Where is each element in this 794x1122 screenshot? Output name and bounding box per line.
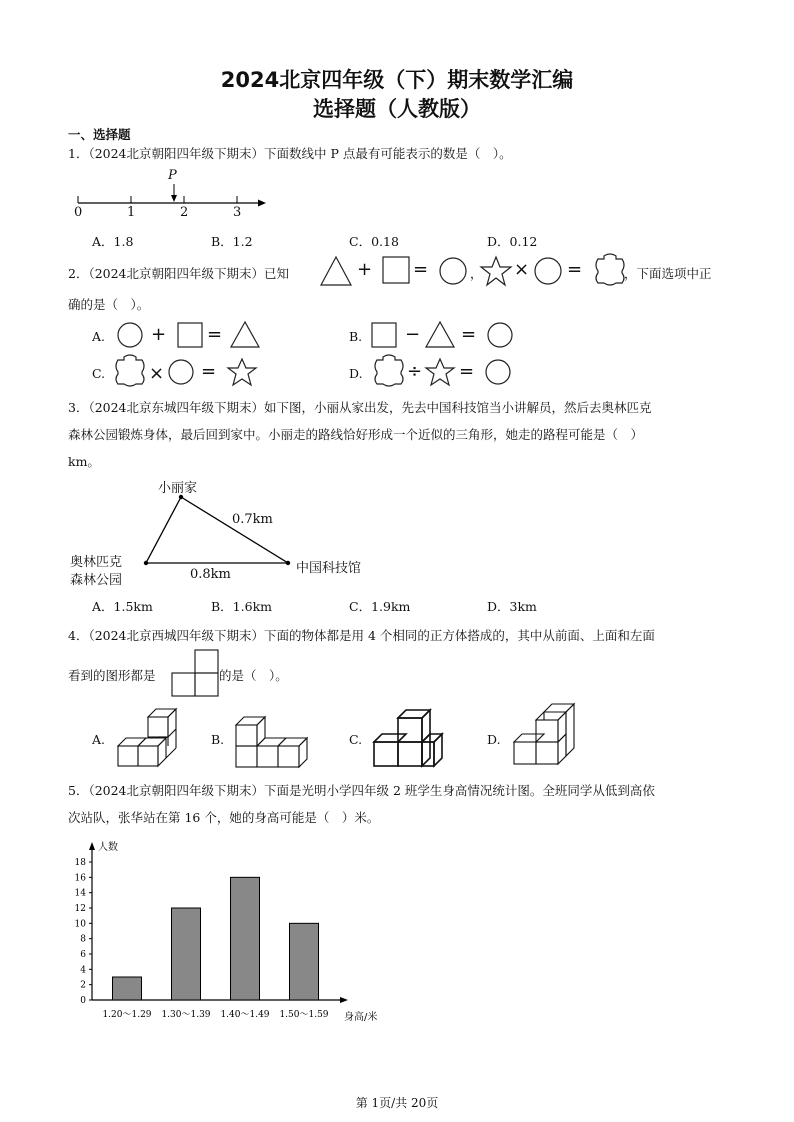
plus-sign: + [151,324,167,345]
tick-label-0: 0 [74,205,83,220]
question-3-line1: 3．（2024北京东城四年级下期末）如下图，小丽从家出发，先去中国科技馆当小讲解员，然后去奥林匹克 [68,400,652,415]
question-3-line3: km。 [68,454,100,469]
y-tick-label: 6 [80,950,86,960]
question-2-prefix: 2．（2024北京朝阳四年级下期末）已知 [68,266,290,281]
question-2-line2: 确的是（ ）。 [68,297,150,312]
equals-sign: = [461,324,477,345]
park-label-1: 奥林匹克 [70,555,123,570]
question-4-line2b: 的是（ ）。 [219,668,288,683]
q2-option-c[interactable]: C. [92,366,106,381]
plus-sign: + [357,259,373,280]
museum-label: 中国科技馆 [296,561,362,576]
y-tick-label: 8 [80,934,86,945]
q3-option-d[interactable]: D．3km [487,599,537,614]
question-3-line2: 森林公园锻炼身体，最后回到家中。小丽走的路线恰好形成一个近似的三角形，她走的路程可能是（ ） [68,427,644,442]
times-sign: × [149,363,165,384]
minus-sign: − [405,324,421,345]
q1-option-a[interactable]: A．1.8 [92,234,134,249]
distance-label-1: 0.7km [232,512,273,527]
q2-option-d[interactable]: D. [349,366,363,381]
park-label-2: 森林公园 [70,573,123,588]
times-sign: × [514,259,530,280]
comma: ， [470,266,483,281]
x-axis-arrow [340,997,348,1003]
question-4-line2a: 看到的图形都是 [68,668,156,683]
y-tick-label: 0 [80,996,86,1006]
x-tick-label: 1.20～1.29 [102,1010,152,1020]
q4-option-b[interactable]: B. [211,732,225,747]
equals-sign: = [459,361,475,382]
equals-sign: = [567,259,583,280]
page-title: 2024北京四年级（下）期末数学汇编 [220,68,574,92]
question-5-line1: 5．（2024北京朝阳四年级下期末）下面是光明小学四年级 2 班学生身高情况统计图。全班同学从低到高依 [68,783,655,798]
y-tick-label: 14 [74,888,86,899]
question-1-text: 1．（2024北京朝阳四年级下期末）下面数线中 P 点最有可能表示的数是（ ）。 [68,146,512,161]
question-4-line1: 4．（2024北京西城四年级下期末）下面的物体都是用 4 个相同的正方体搭成的，其中从前面、上面和左面 [68,628,655,643]
bar [231,877,260,1000]
x-axis-label: 身高/米 [344,1012,378,1023]
q4-option-a[interactable]: A. [92,732,106,747]
q4-option-c[interactable]: C. [349,732,363,747]
y-axis-label: 人数 [98,842,118,853]
q4-option-d[interactable]: D. [487,732,501,747]
page-subtitle: 选择题（人教版） [313,97,481,121]
y-axis-arrow [89,842,95,850]
section-heading: 一、选择题 [68,127,131,142]
tick-label-2: 2 [180,205,189,220]
y-tick-label: 12 [74,904,86,914]
y-tick-label: 10 [74,919,86,930]
bar [172,908,201,1000]
home-label: 小丽家 [158,481,198,496]
x-tick-label: 1.40～1.49 [220,1010,270,1020]
question-2-suffix: ，下面选项中正 [624,266,712,281]
q1-option-d[interactable]: D．0.12 [487,234,538,249]
divide-sign: ÷ [407,361,423,382]
q3-option-a[interactable]: A．1.5km [92,599,153,614]
y-tick-label: 18 [74,858,86,868]
x-tick-label: 1.30～1.39 [161,1010,211,1020]
distance-label-2: 0.8km [190,567,231,582]
question-5-line2: 次站队，张华站在第 16 个，她的身高可能是（ ）米。 [68,810,380,825]
tick-label-1: 1 [127,205,136,220]
bar [113,977,142,1000]
equals-sign: = [413,259,429,280]
q1-option-c[interactable]: C．0.18 [349,234,399,249]
equals-sign: = [201,361,217,382]
tick-label-3: 3 [233,205,242,220]
x-tick-label: 1.50～1.59 [279,1010,329,1020]
q3-option-b[interactable]: B．1.6km [211,599,272,614]
page-footer: 第 1页/共 20页 [355,1096,439,1110]
equals-sign: = [207,324,223,345]
q3-option-c[interactable]: C．1.9km [349,599,411,614]
y-tick-label: 2 [80,980,86,991]
q2-option-a[interactable]: A. [92,329,106,344]
q2-option-b[interactable]: B. [349,329,363,344]
point-p-label: P [168,168,177,183]
y-tick-label: 16 [74,873,86,884]
q1-option-b[interactable]: B．1.2 [211,234,253,249]
bar [290,923,319,1000]
y-tick-label: 4 [80,965,86,976]
